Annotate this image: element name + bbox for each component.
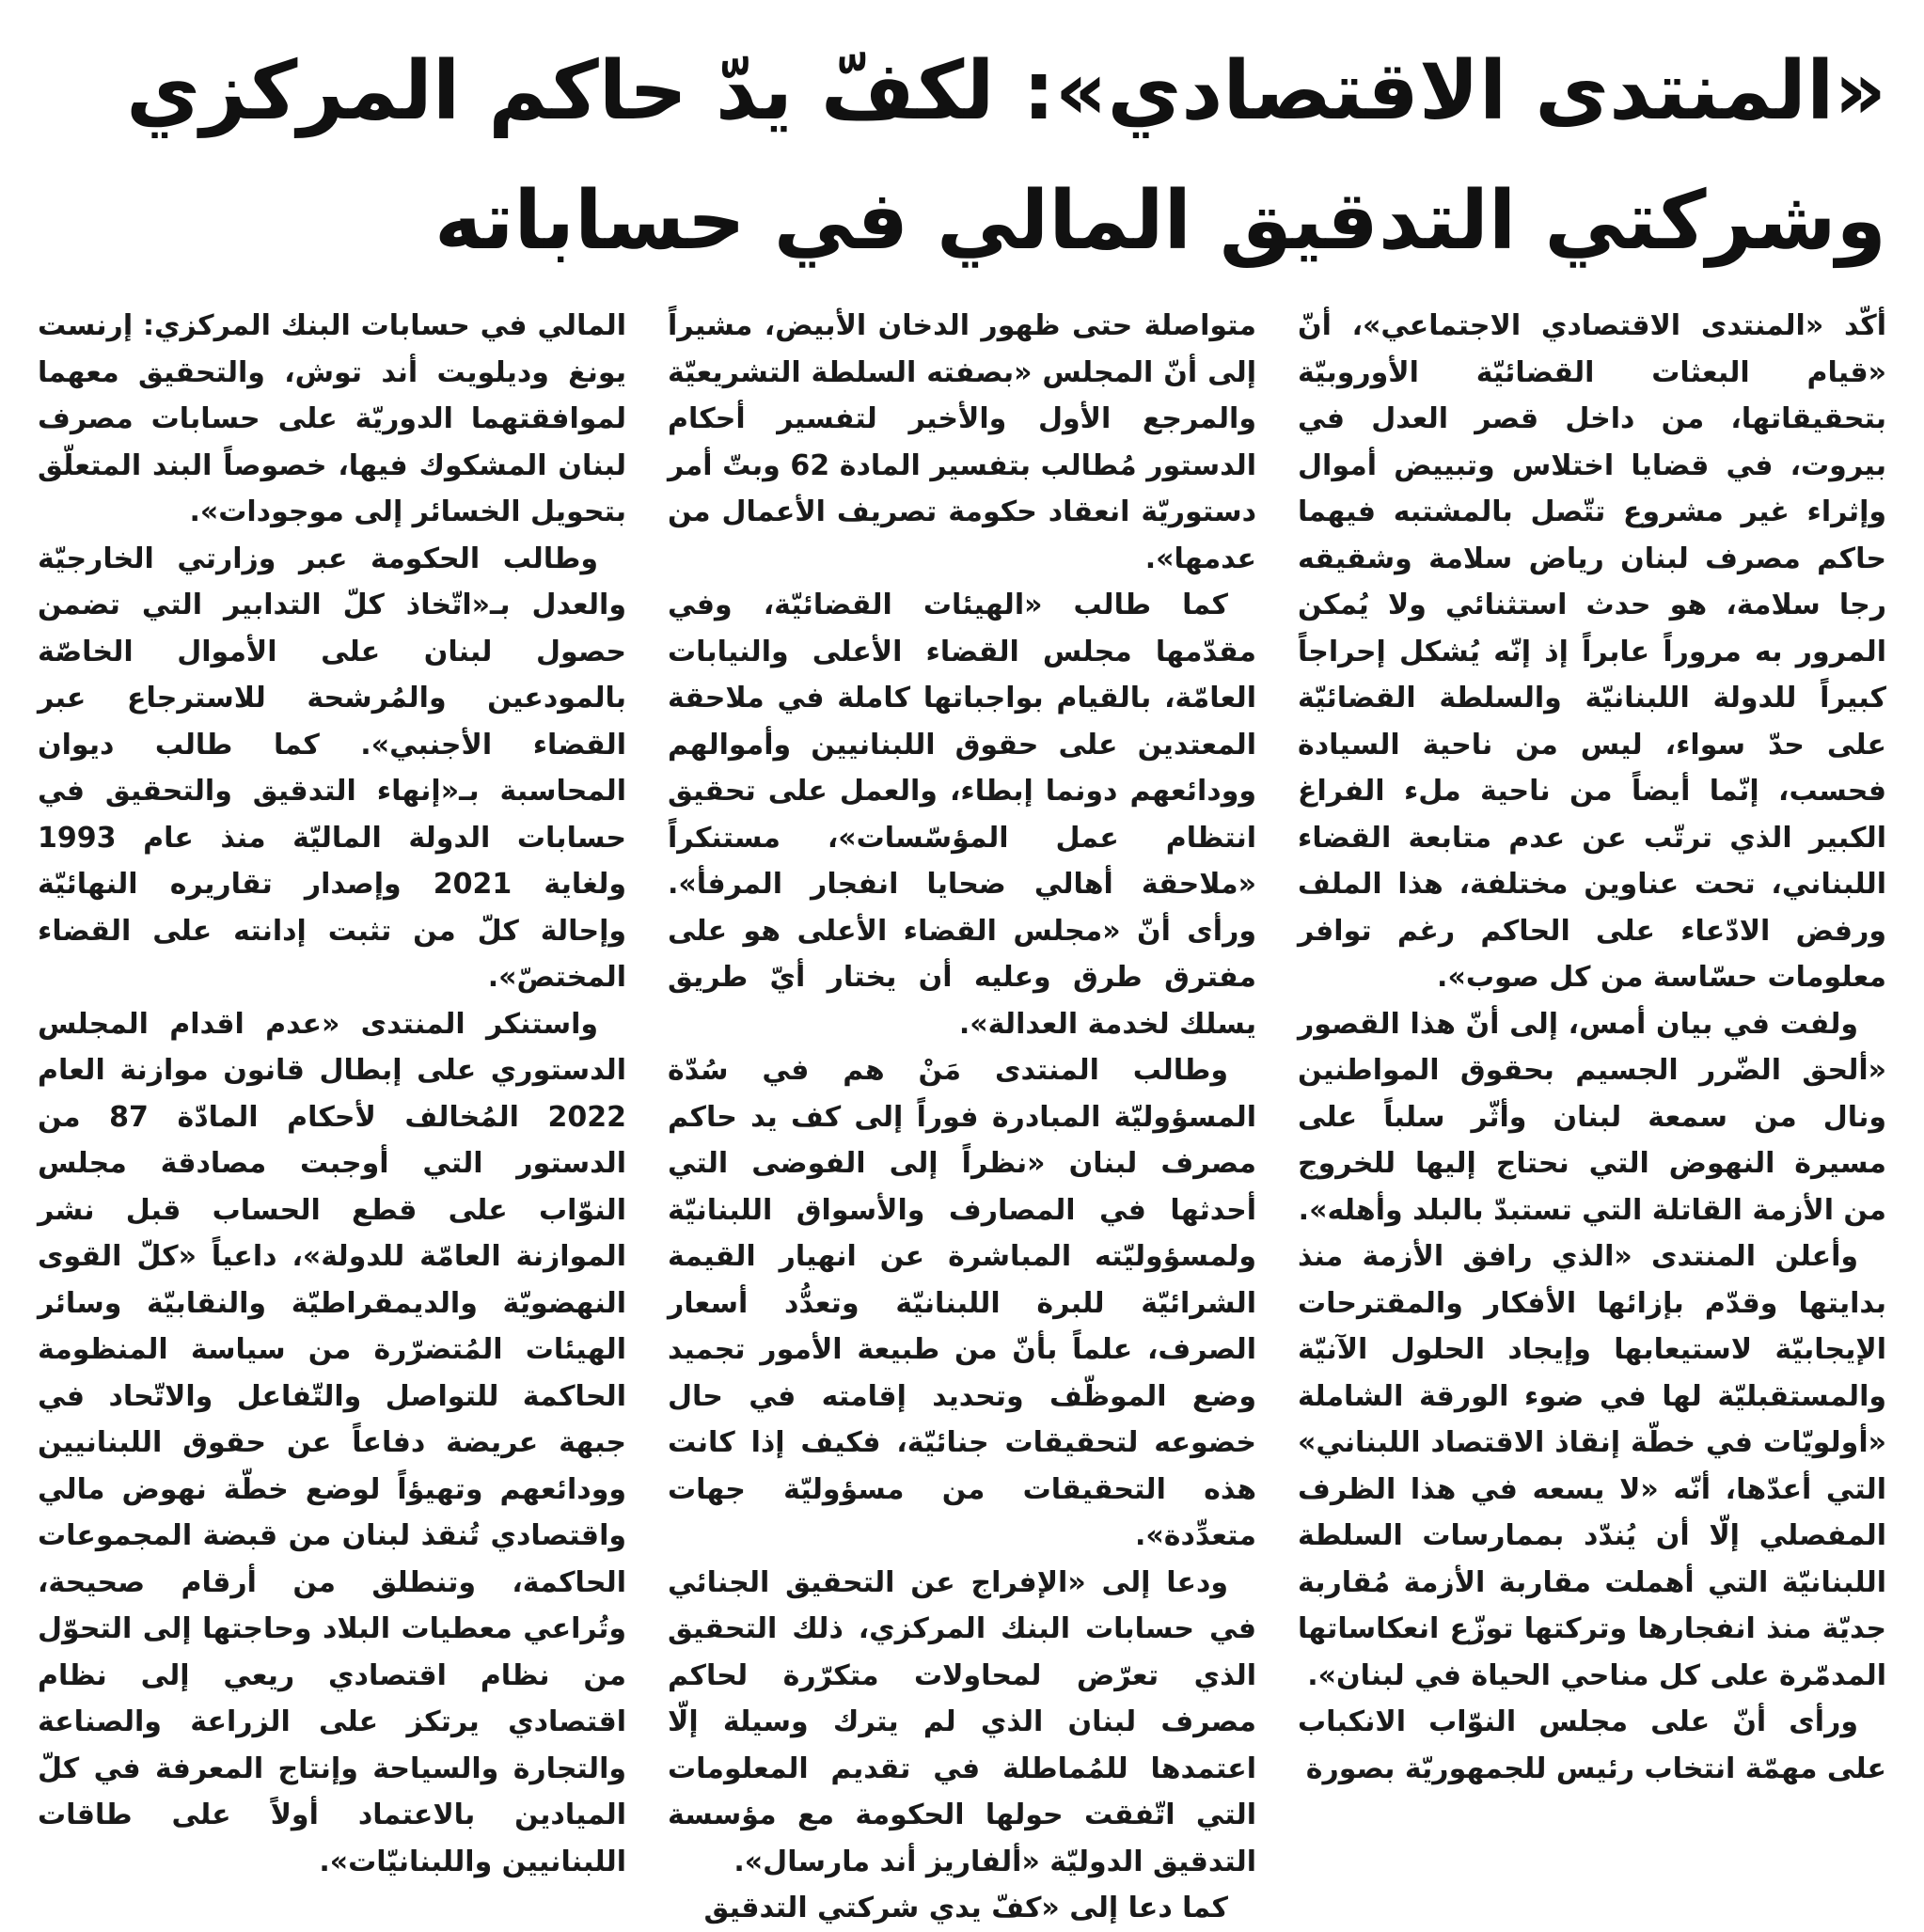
- paragraph: أكّد «المنتدى الاقتصادي الاجتماعي»، أنّ «قيام البعثات القضائيّة الأوروبيّة بتحقيقاتها، من داخل قصر العدل في بيروت، في قضايا اختلاس وتبييض أموال وإثراء غير مشروع تتّصل بالمشتبه فيهما حاكم مصرف لبنان رياض سلامة وشقيقه رجا سلامة، هو حدث استثنائي ولا يُمكن المرور به مروراً عابراً إذ إنّه يُشكل إحراجاً كبيراً للدولة اللبنانيّة والسلطة القضائيّة على حدّ سواء، ليس من ناحية السيادة فحسب، إنّما أيضاً من ناحية ملء الفراغ الكبير الذي ترتّب عن عدم متابعة القضاء اللبناني، تحت عناوين مختلفة، هذا الملف ورفض الادّعاء على الحاكم رغم توافر معلومات حسّاسة من كل صوب».: [1298, 309, 1886, 994]
- paragraph: ولفت في بيان أمس، إلى أنّ هذا القصور «ألحق الضّرر الجسيم بحقوق المواطنين ونال من سمعة لبنان وأثّر سلباً على مسيرة النهوض التي نحتاج إليها للخروج من الأزمة القاتلة التي تستبدّ بالبلد وأهله».: [1298, 1007, 1886, 1227]
- article-headline: [38, 26, 1886, 286]
- headline-line-1: «المنتدى الاقتصادي»: لكفّ يدّ حاكم المركزي: [126, 44, 1886, 138]
- paragraph: كما دعا إلى «كفّ يدي شركتي التدقيق: [703, 1892, 1228, 1924]
- column-right: [1298, 303, 1886, 1785]
- article-body: [38, 303, 1886, 1924]
- paragraph: المالي في حسابات البنك المركزي: إرنست يونغ وديلويت أند توش، والتحقيق معهما لموافقتهما الدوريّة على حسابات مصرف لبنان المشكوك فيها، خصوصاً البند المتعلّق بتحويل الخسائر إلى موجودات».: [38, 309, 626, 528]
- paragraph: كما طالب «الهيئات القضائيّة، وفي مقدّمها مجلس القضاء الأعلى والنيابات العامّة، بالقيام بواجباتها كاملة في ملاحقة المعتدين على حقوق اللبنانيين وأموالهم وودائعهم دونما إبطاء، والعمل على تحقيق انتظام عمل المؤسّسات»، مستنكراً «ملاحقة أهالي ضحايا انفجار المرفأ». ورأى أنّ «مجلس القضاء الأعلى هو على مفترق طرق وعليه أن يختار أيّ طريق يسلك لخدمة العدالة».: [668, 589, 1256, 1041]
- paragraph: ورأى أنّ على مجلس النوّاب الانكباب على مهمّة انتخاب رئيس للجمهوريّة بصورة: [1298, 1705, 1886, 1785]
- column-left: [38, 303, 627, 1878]
- paragraph: وطالب المنتدى مَنْ هم في سُدّة المسؤوليّة المبادرة فوراً إلى كف يد حاكم مصرف لبنان «نظراً إلى الفوضى التي أحدثها في المصارف والأسواق اللبنانيّة ولمسؤوليّته المباشرة عن انهيار القيمة الشرائيّة للبرة اللبنانيّة وتعدُّد أسعار الصرف، علماً بأنّ من طبيعة الأمور تجميد وضع الموظّف وتحديد إقامته في حال خضوعه لتحقيقات جنائيّة، فكيف إذا كانت هذه التحقيقات من مسؤوليّة جهات متعدِّدة».: [668, 1054, 1256, 1552]
- paragraph: واستنكر المنتدى «عدم اقدام المجلس الدستوري على إبطال قانون موازنة العام 2022 المُخالف لأحكام المادّة 87 من الدستور التي أوجبت مصادقة مجلس النوّاب على قطع الحساب قبل نشر الموازنة العامّة للدولة»، داعياً «كلّ القوى النهضويّة والديمقراطيّة والنقابيّة وسائر الهيئات المُتضرّرة من سياسة المنظومة الحاكمة للتواصل والتّفاعل والاتّحاد في جبهة عريضة دفاعاً عن حقوق اللبنانيين وودائعهم وتهيؤاً لوضع خطّة نهوض مالي واقتصادي تُنقذ لبنان من قبضة المجموعات الحاكمة، وتنطلق من أرقام صحيحة، وتُراعي معطيات البلاد وحاجتها إلى التحوّل من نظام اقتصادي ريعي إلى نظام اقتصادي يرتكز على الزراعة والصناعة والتجارة والسياحة وإنتاج المعرفة في كلّ الميادين بالاعتماد أولاً على طاقات اللبنانيين واللبنانيّات».: [38, 1007, 627, 1878]
- headline-line-2: وشركتي التدقيق المالي في حساباته: [434, 174, 1886, 268]
- paragraph: وأعلن المنتدى «الذي رافق الأزمة منذ بدايتها وقدّم بإزائها الأفكار والمقترحات الإيجابيّة لاستيعابها وإيجاد الحلول الآنيّة والمستقبليّة لها في ضوء الورقة الشاملة «أولويّات في خطّة إنقاذ الاقتصاد اللبناني» التي أعدّها، أنّه «لا يسعه في هذا الظرف المفصلي إلّا أن يُندّد بممارسات السلطة اللبنانيّة التي أهملت مقاربة الأزمة مُقاربة جديّة منذ انفجارها وتركتها توزّع انعكاساتها المدمّرة على كل مناحي الحياة في لبنان».: [1298, 1240, 1886, 1692]
- paragraph: متواصلة حتى ظهور الدخان الأبيض، مشيراً إلى أنّ المجلس «بصفته السلطة التشريعيّة والمرجع الأول والأخير لتفسير أحكام الدستور مُطالب بتفسير المادة 62 وبتّ أمر دستوريّة انعقاد حكومة تصريف الأعمال من عدمها».: [668, 309, 1256, 575]
- paragraph: وطالب الحكومة عبر وزارتي الخارجيّة والعدل بـ«اتّخاذ كلّ التدابير التي تضمن حصول لبنان على الأموال الخاصّة بالمودعين والمُرشحة للاسترجاع عبر القضاء الأجنبي». كما طالب ديوان المحاسبة بـ«إنهاء التدقيق والتحقيق في حسابات الدولة الماليّة منذ عام 1993 ولغاية 2021 وإصدار تقاريره النهائيّة وإحالة كلّ من تثبت إدانته على القضاء المختصّ».: [38, 542, 626, 994]
- column-middle: [668, 303, 1256, 1924]
- paragraph: ودعا إلى «الإفراج عن التحقيق الجنائي في حسابات البنك المركزي، ذلك التحقيق الذي تعرّض لمحاولات متكرّرة لحاكم مصرف لبنان الذي لم يترك وسيلة إلّا اعتمدها للمُماطلة في تقديم المعلومات التي اتّفقت حولها الحكومة مع مؤسسة التدقيق الدوليّة «ألفاريز أند مارسال».: [668, 1565, 1256, 1878]
